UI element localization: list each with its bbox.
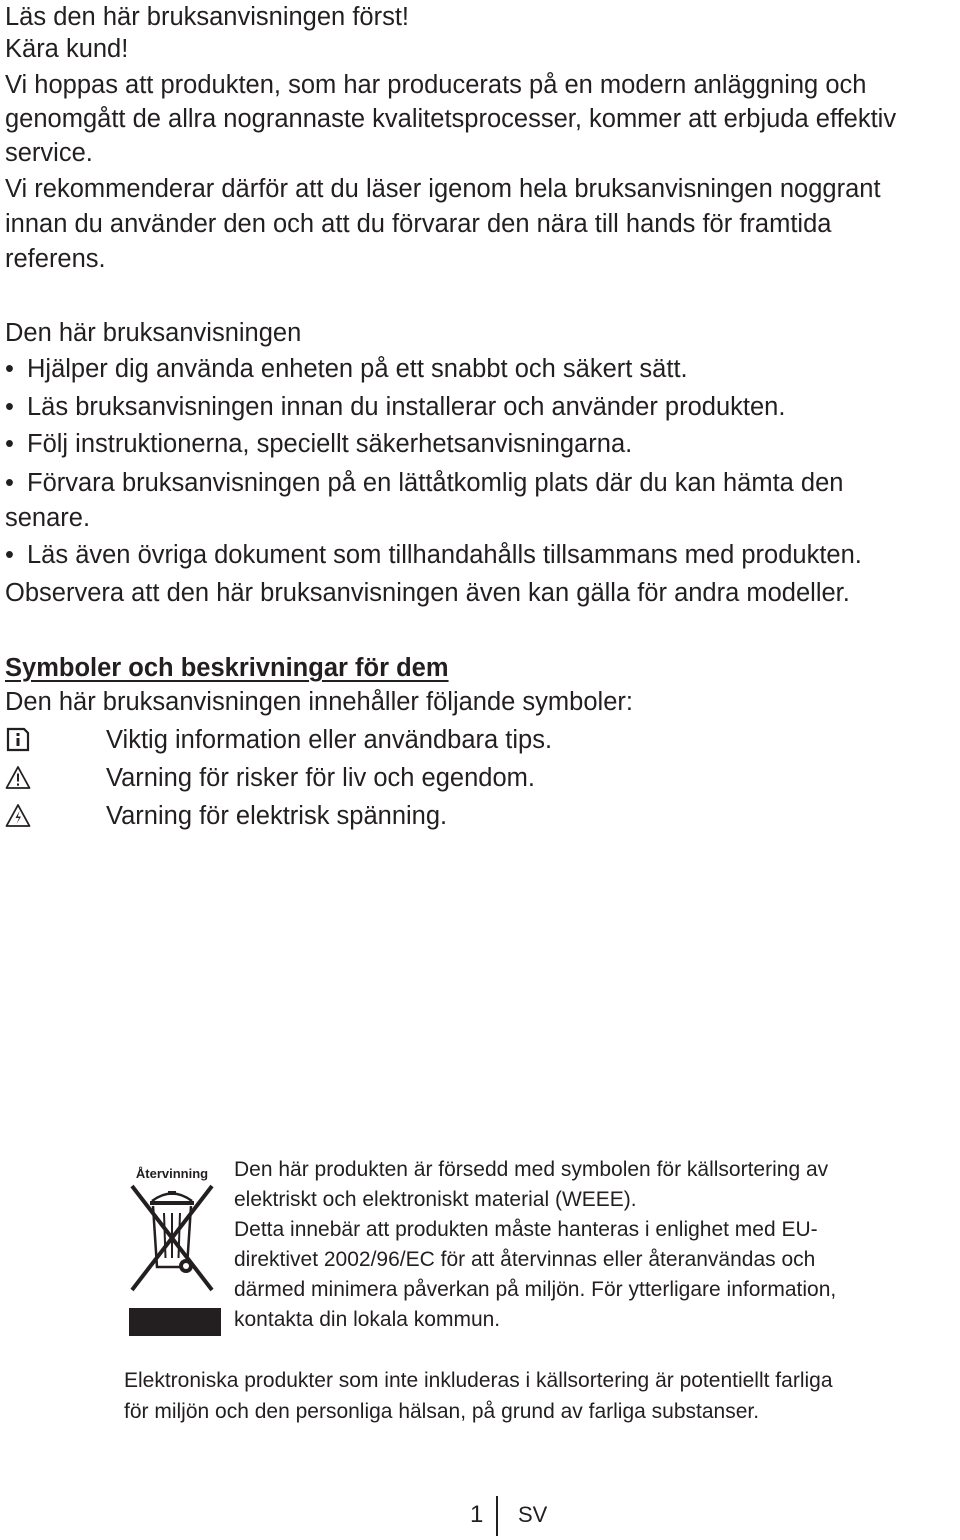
footer-divider	[496, 1496, 498, 1536]
bottom-note-line-2: för miljön och den personliga hälsan, på grund av farliga substanser.	[124, 1400, 760, 1423]
greeting: Kära kund!	[5, 35, 129, 63]
crossed-bin-icon	[132, 1186, 212, 1290]
symbols-heading: Symboler och beskrivningar för dem	[5, 654, 449, 682]
language-code: SV	[518, 1502, 548, 1527]
intro-title: Läs den här bruksanvisningen först!	[5, 3, 409, 31]
bottom-note-line-1: Elektroniska produkter som inte inkluderas i källsortering är potentiellt farliga	[124, 1369, 833, 1392]
manual-bullet-1: • Hjälper dig använda enheten på ett snabbt och säkert sätt.	[5, 352, 688, 386]
manual-lead: Den här bruksanvisningen	[5, 319, 302, 347]
manual-bullet-2: • Läs bruksanvisningen innan du installerar och använder produkten.	[5, 390, 785, 424]
symbol-row-info	[5, 723, 553, 757]
intro-para2-line1: Vi rekommenderar därför att du läser igenom hela bruksanvisningen noggrant	[5, 175, 881, 203]
warning-icon	[5, 765, 31, 791]
electric-warning-icon	[5, 803, 31, 829]
weee-line-6: kontakta din lokala kommun.	[234, 1308, 501, 1331]
page-number: 1	[470, 1501, 484, 1528]
manual-bullet-4: • Förvara bruksanvisningen på en lättåtkomlig plats där du kan hämta den	[5, 466, 843, 500]
manual-bullet-4-cont: senare.	[5, 504, 91, 532]
info-icon	[5, 727, 31, 753]
intro-para2-line3: referens.	[5, 245, 106, 273]
weee-line-5: därmed minimera påverkan på miljön. För ytterligare information,	[234, 1278, 837, 1301]
manual-note: Observera att den här bruksanvisningen även kan gälla för andra modeller.	[5, 579, 850, 607]
manual-bullet-5: • Läs även övriga dokument som tillhandahålls tillsammans med produkten.	[5, 538, 862, 572]
intro-para1-line2: genomgått de allra nogrannaste kvalitetsprocesser, kommer att erbjuda effektiv	[5, 105, 897, 133]
weee-logo-label: Återvinning	[135, 1166, 209, 1181]
weee-line-2: elektriskt och elektroniskt material (WEEE).	[234, 1188, 637, 1211]
manual-bullet-3: • Följ instruktionerna, speciellt säkerhetsanvisningarna.	[5, 427, 632, 461]
symbol-row-electric	[5, 799, 448, 833]
symbols-intro: Den här bruksanvisningen innehåller följande symboler:	[5, 688, 633, 716]
weee-black-bar	[129, 1308, 221, 1336]
symbol-text-electric: Varning för elektrisk spänning.	[106, 802, 448, 830]
intro-para1-line3: service.	[5, 139, 93, 167]
symbol-text-warning: Varning för risker för liv och egendom.	[106, 764, 535, 792]
intro-para2-line2: innan du använder den och att du förvarar den nära till hands för framtida	[5, 210, 832, 238]
symbol-row-warning	[5, 761, 535, 795]
weee-logo	[122, 1158, 222, 1338]
weee-line-4: direktivet 2002/96/EC för att återvinnas eller återanvändas och	[234, 1248, 816, 1271]
symbol-text-info: Viktig information eller användbara tips.	[106, 726, 553, 754]
weee-line-1: Den här produkten är försedd med symbolen för källsortering av	[234, 1158, 829, 1181]
intro-para1-line1: Vi hoppas att produkten, som har producerats på en modern anläggning och	[5, 71, 867, 99]
weee-line-3: Detta innebär att produkten måste hanteras i enlighet med EU-	[234, 1218, 818, 1241]
